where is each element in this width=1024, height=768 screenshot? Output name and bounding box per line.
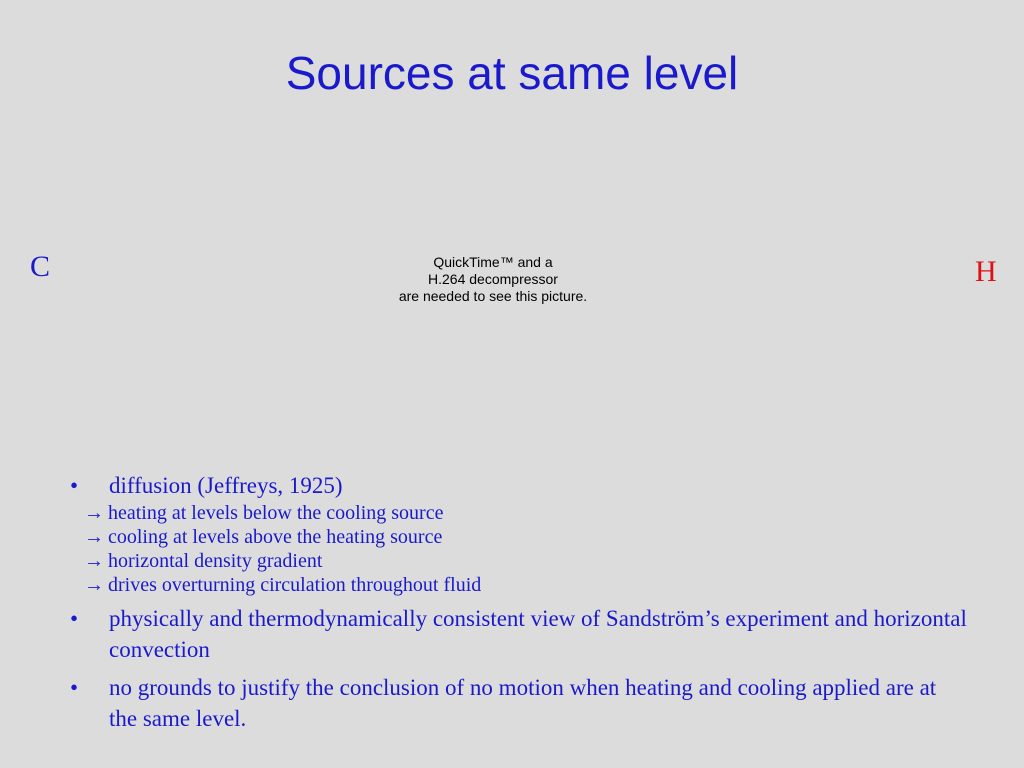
arrow-icon: → — [84, 526, 104, 548]
sub-item-text: drives overturning circulation throughout fluid — [108, 574, 482, 596]
sub-list — [70, 501, 970, 597]
bullet-marker: • — [70, 473, 79, 498]
arrow-icon: → — [84, 502, 104, 524]
sub-item — [70, 525, 970, 549]
sub-item-text: horizontal density gradient — [108, 550, 323, 572]
sub-item — [70, 549, 970, 573]
bullet-text: diffusion (Jeffreys, 1925) — [109, 473, 343, 498]
sub-item-text: cooling at levels above the heating source — [108, 526, 443, 548]
bullet-marker: • — [70, 606, 79, 631]
quicktime-line-1: QuickTime™ and a — [433, 254, 553, 270]
bullet-text: no grounds to justify the conclusion of no motion when heating and cooling applied are at the same level. — [109, 675, 937, 731]
quicktime-line-2: H.264 decompressor — [428, 271, 558, 287]
quicktime-line-3: are needed to see this picture. — [398, 288, 588, 304]
sub-item — [70, 573, 970, 597]
arrow-icon: → — [84, 574, 104, 596]
bullet-item — [70, 603, 970, 665]
bullet-item — [70, 470, 970, 501]
quicktime-placeholder — [0, 250, 986, 305]
hot-source-label: H — [975, 255, 997, 288]
sub-item-text: heating at levels below the cooling source — [108, 502, 444, 524]
arrow-icon: → — [84, 550, 104, 572]
sub-item — [70, 501, 970, 525]
bullet-text: physically and thermodynamically consistent view of Sandström’s experiment and horizontal convection — [109, 606, 967, 662]
bullet-marker: • — [70, 675, 79, 700]
bullet-item — [70, 672, 970, 734]
slide-title: Sources at same level — [285, 47, 739, 99]
bullet-list — [70, 470, 970, 734]
cold-source-label: C — [30, 250, 51, 283]
